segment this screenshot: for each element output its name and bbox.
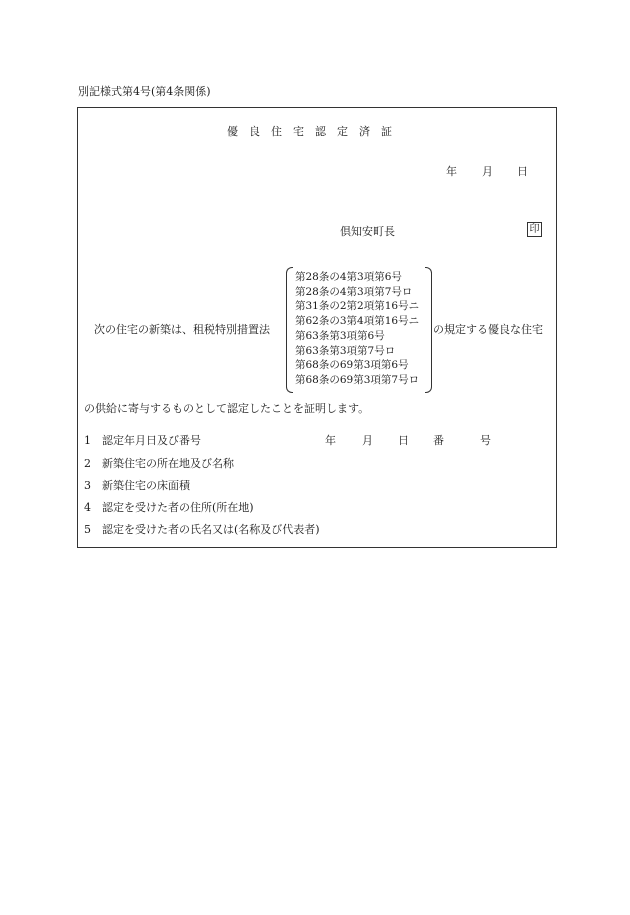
item-number: 1 <box>84 434 91 447</box>
article-item: 第62条の3第4項第16号ニ <box>295 315 420 328</box>
item-3 <box>84 477 190 493</box>
article-item: 第28条の4第3項第6号 <box>295 271 402 283</box>
seal-mark: 印 <box>527 222 542 237</box>
item-number: 2 <box>84 457 91 470</box>
article-list <box>295 270 419 388</box>
item-label: 認定年月日及び番号 <box>102 434 201 447</box>
item-4 <box>84 499 254 515</box>
date-month: 月 <box>482 165 493 178</box>
article-item: 第28条の4第3項第7号ロ <box>295 285 413 298</box>
right-bracket <box>425 267 432 393</box>
intro-text: 次の住宅の新築は、租税特別措置法 <box>94 323 270 336</box>
item-number: 3 <box>84 479 91 492</box>
left-bracket <box>286 267 293 393</box>
certification-text: の供給に寄与するものとして認定したことを証明します。 <box>84 402 370 415</box>
item-label: 新築住宅の所在地及び名称 <box>102 457 234 470</box>
article-item: 第68条の69第3項第6号 <box>295 359 409 372</box>
item-1 <box>84 432 201 448</box>
date-year: 年 <box>446 165 457 178</box>
reg-go: 号 <box>480 434 491 447</box>
reg-number: 番 <box>433 434 444 447</box>
form-label: 別記様式第4号(第4条関係) <box>78 85 211 98</box>
article-item: 第68条の69第3項第7号ロ <box>295 373 420 386</box>
after-articles-text: の規定する優良な住宅 <box>433 323 543 336</box>
item-number: 5 <box>84 523 91 536</box>
reg-year: 年 <box>325 434 336 447</box>
article-item: 第63条第3項第6号 <box>295 329 385 342</box>
date-day: 日 <box>517 165 528 178</box>
item-label: 新築住宅の床面積 <box>102 479 190 492</box>
item-5 <box>84 521 320 537</box>
article-item: 第63条第3項第7号ロ <box>295 344 396 357</box>
item-label: 認定を受けた者の住所(所在地) <box>102 501 254 514</box>
item-number: 4 <box>84 501 91 514</box>
reg-month: 月 <box>362 434 373 447</box>
issuer-mayor: 倶知安町長 <box>340 225 395 238</box>
item-2 <box>84 455 234 471</box>
reg-day: 日 <box>398 434 409 447</box>
certificate-title: 優良住宅認定済証 <box>227 125 403 138</box>
article-item: 第31条の2第2項第16号ニ <box>295 300 420 313</box>
item-label: 認定を受けた者の氏名又は(名称及び代表者) <box>102 523 320 536</box>
